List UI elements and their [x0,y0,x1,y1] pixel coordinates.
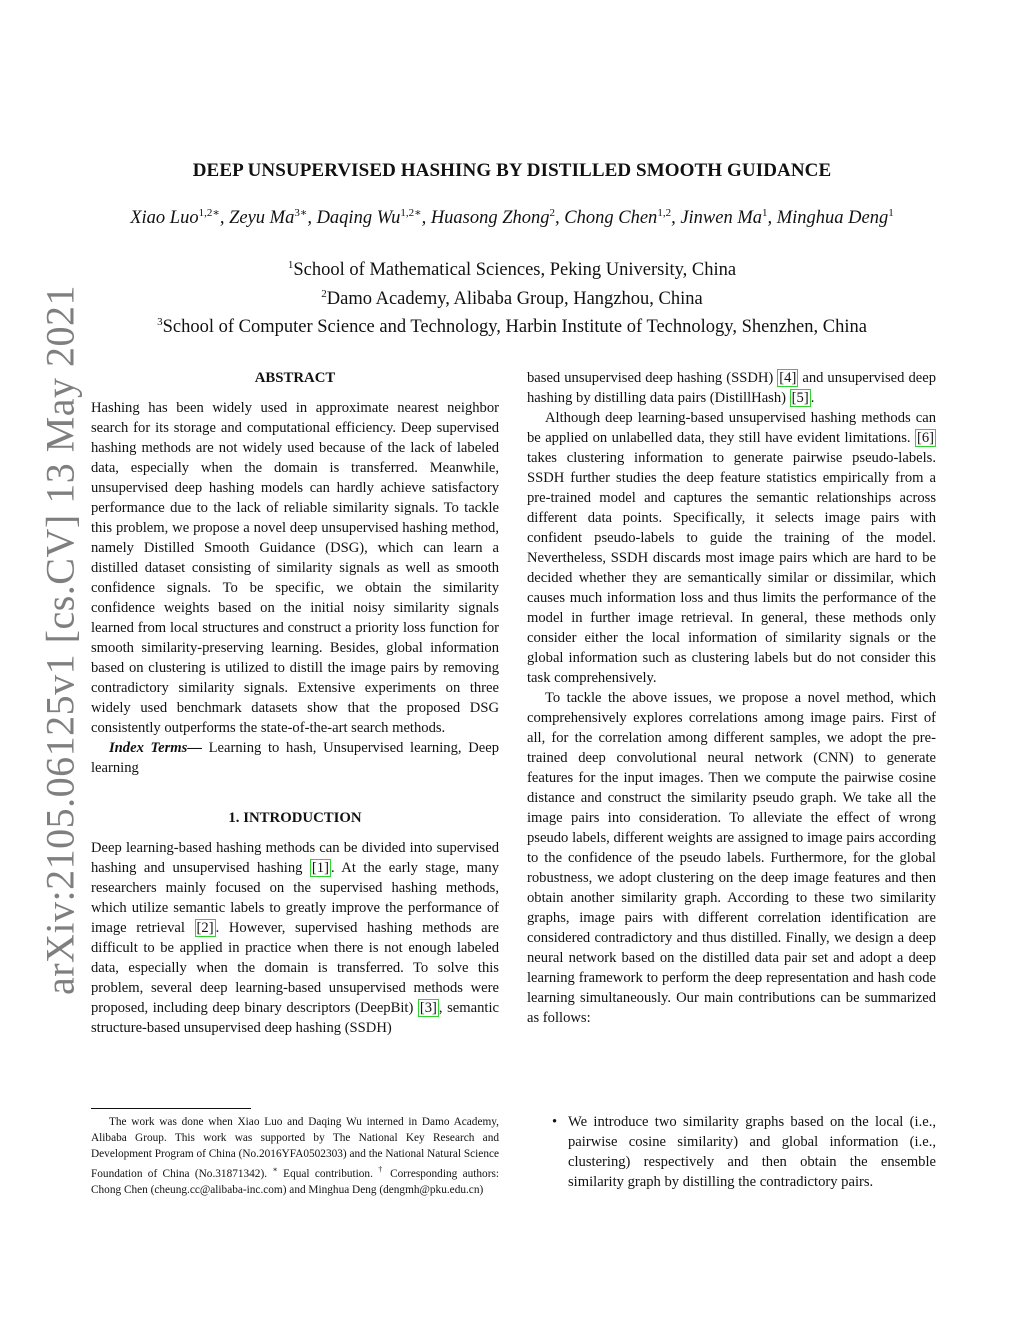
abstract-body: Hashing has been widely used in approximate nearest neighbor search for its storage and computational efficiency. Deep supervised hashing methods are not widely used because of the lack of labeled data, especially when the domain is transferred. Meanwhile, unsupervised deep hashing models can hardly achieve satisfactory performance due to the lack of reliable similarity signals. To tackle this problem, we propose a novel deep unsupervised hashing method, namely Distilled Smooth Guidance (DSG), which can learn a distilled dataset consisting of similarity signals as well as smooth confidence signals. To be specific, we obtain the similarity confidence weights based on the initial noisy similarity signals learned from local structures and construct a priority loss function for smooth similarity-preserving learning. Besides, global information based on clustering is utilized to distill the image pairs by removing contradictory similarity signals. Extensive experiments on three widely used benchmark datasets show that the proposed DSG consistently outperforms the state-of-the-art search methods. [91,400,499,736]
bullet-icon: • [552,1114,558,1130]
author: Zeyu $Ma^{3∗}$, [229,207,317,229]
footnote-rule [91,1108,251,1109]
intro-paragraph-1: Deep learning-based hashing methods can be divided into supervised hashing and unsupervised hashing [1] . At the early stage, many researchers mainly focused on the supervised hashing methods, which utilize semantic labels to greatly improve the performance of image retrieval [2] . However, supervised hashing methods are difficult to be applied in practice when there is not enough labeled data, especially when the domain is transferred. To solve this problem, several deep learning-based unsupervised methods were proposed, including deep binary descriptors (DeepBit) [3] , semantic structure-based unsupervised deep hashing (SSDH) [91,840,499,1036]
introduction-heading: 1. INTRODUCTION [228,810,362,826]
index-terms [91,738,499,778]
citation-link[interactable]: [1] [311,860,329,876]
intro-paragraph-2: Although deep learning-based unsupervised hashing methods can be applied on unlabelled data, they still have evident limitations. [6] takes clustering information to generate pairwise pseudo-labels. SSDH further studies the deep feature statistics empirically from a pre-trained model and captures the semantic relationships across different data points. Specifically, it selects image pairs with confident pseudo-labels to guide the training of the model. Nevertheless, SSDH discards most image pairs which are hard to be decided whether they are semantically similar or dissimilar, which causes much information loss and thus limits the performance of the model in further image retrieval. In general, these methods only consider either the local information of similarity signals or the global information such as clustering labels but do not consider this task comprehensively. [527,410,936,686]
author: Huasong Zhong$^2$, [430,207,565,229]
author: Chong Chen$^{1,2}$, [564,207,681,229]
left-column [91,368,499,1038]
list-item-text: We introduce two similarity graphs based on the local (i.e., pairwise cosine similarity) and global information (i.e., clustering) respectively and then obtain the ensemble similarity graph by distilling the contradictory pairs. [568,1114,936,1190]
index-terms-label: Index Terms— [109,740,202,756]
affiliation: $^1$School of Mathematical Sciences, Peking University, China [287,259,737,281]
citation-link[interactable]: [6] [916,430,934,446]
footnote [91,1108,499,1198]
citation-link[interactable]: [3] [419,1000,437,1016]
author: Daqing $Wu^{1,2∗}$, [316,207,431,229]
citation-link[interactable]: [2] [196,920,214,936]
intro-paragraph-3: To tackle the above issues, we propose a novel method, which comprehensively explores correlations among image pairs. First of all, for the correlation among different samples, we adopt the pre-trained deep convolutional neural network (CNN) to generate features for the input images. Then we compute the pairwise cosine distance and construct the similarity pseudo graph. We take all the image pairs into consideration. To alleviate the effect of wrong pseudo labels, different weights are assigned to image pairs according to the confidence of the pseudo labels. Furthermore, for the global robustness, we adopt clustering on the deep image features and then obtain another similarity graph. According to these two similarity graphs, image pairs with different correlation identification are considered contradictory and thus distilled. Finally, we design a deep neural network based on the distilled data pair set and adopt a deep learning framework to perform the deep representation and hash code learning simultaneously. Our main contributions can be summarized as follows: [527,690,936,1026]
list-item [548,1112,936,1192]
author: Jinwen Ma$^1$, [680,207,777,229]
author: Minghua Deng$^1$ [776,207,894,229]
citation-link[interactable]: [5] [791,390,809,406]
author: Xiao Luo$^{1,2∗}$, [130,207,230,229]
right-column [527,368,936,1028]
contribution-list [548,1112,936,1192]
citation-link[interactable]: [4] [779,370,797,386]
author-list [0,206,1024,229]
intro-paragraph-1-continued: based unsupervised deep hashing (SSDH) [4] and unsupervised deep hashing by distilling data pairs (DistillHash) [5] . [527,370,936,406]
footnote-text: The work was done when Xiao Luo and Daqing Wu interned in Damo Academy, Alibaba Group. This work was supported by The National Key Research and Development Program of China (No.2016YFA0502303) and the National Natural Science Foundation of China (No.31871342). ∗ Equal contribution. † Corresponding authors: Chong Chen (cheung.cc@alibaba-inc.com) and Minghua Deng (dengmh@pku.edu.cn) [91,1116,499,1196]
affiliation: $^3$School of Computer Science and Technology, Harbin Institute of Technology, Shenzhen, China [157,316,867,338]
abstract-heading: ABSTRACT [254,370,336,386]
affiliations [0,254,1024,340]
paper-title: DEEP UNSUPERVISED HASHING BY DISTILLED SMOOTH GUIDANCE [192,160,832,181]
arxiv-identifier: arXiv:2105.06125v1 [cs.CV] 13 May 2021 [37,284,83,996]
index-terms-text: Learning to hash, Unsupervised learning, Deep learning [91,740,499,776]
affiliation: $^2$Damo Academy, Alibaba Group, Hangzhou, China [321,287,703,309]
